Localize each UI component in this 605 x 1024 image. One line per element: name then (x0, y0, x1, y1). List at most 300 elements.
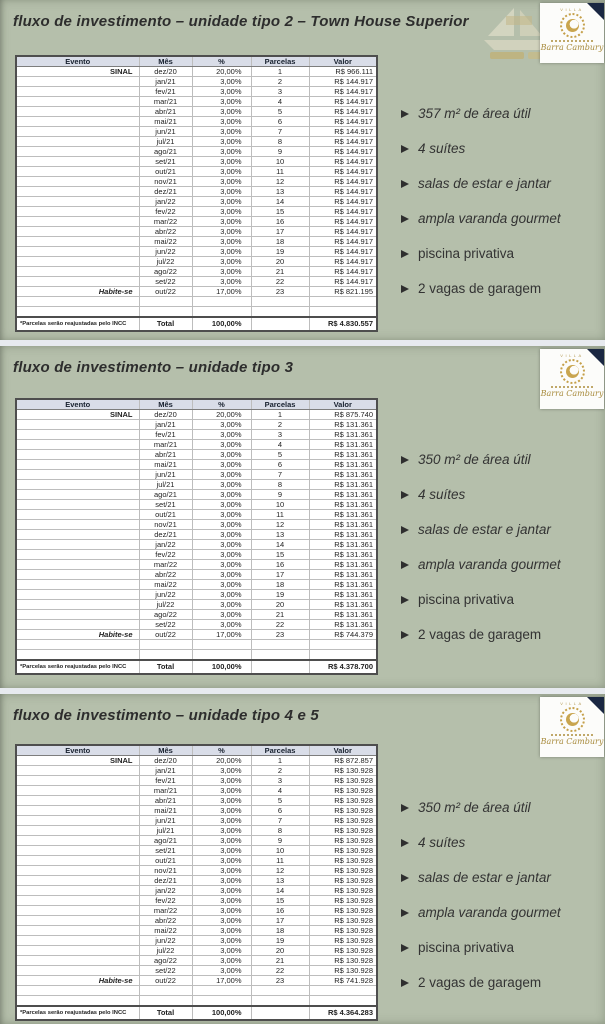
cell-evento (16, 440, 139, 450)
cell-mes: jun/21 (139, 816, 192, 826)
cell-evento (16, 896, 139, 906)
cell-mes: ago/22 (139, 267, 192, 277)
cell-percent: 3,00% (192, 430, 251, 440)
cell-mes: abr/22 (139, 570, 192, 580)
table-row (16, 630, 377, 640)
table-row (16, 177, 377, 187)
cell-parcelas: 15 (251, 896, 309, 906)
cell-evento: SINAL (16, 67, 139, 77)
cell-parcelas: 23 (251, 287, 309, 297)
cell-mes: jul/22 (139, 946, 192, 956)
cell-parcelas: 11 (251, 510, 309, 520)
bullet-arrow-icon (401, 250, 409, 258)
cell-mes: set/21 (139, 157, 192, 167)
cell-mes: out/22 (139, 976, 192, 986)
table-row (16, 97, 377, 107)
cell-parcelas: 22 (251, 277, 309, 287)
cell-valor: R$ 130.928 (309, 866, 377, 876)
cell-parcelas: 11 (251, 856, 309, 866)
cell-valor: R$ 131.361 (309, 530, 377, 540)
cell-mes: fev/22 (139, 550, 192, 560)
table-row (16, 460, 377, 470)
slide-title: fluxo de investimento – unidade tipo 4 e 5 (13, 707, 319, 724)
col-header-valor: Valor (309, 745, 377, 756)
cell-evento (16, 420, 139, 430)
feature-item (401, 487, 601, 502)
cell-evento (16, 267, 139, 277)
table-row (16, 906, 377, 916)
cell-parcelas: 9 (251, 836, 309, 846)
cell-valor: R$ 130.928 (309, 876, 377, 886)
cell-mes: mai/21 (139, 460, 192, 470)
cell-valor: R$ 875.740 (309, 410, 377, 420)
cell-parcelas: 15 (251, 550, 309, 560)
cell-mes: mar/22 (139, 217, 192, 227)
cell-valor: R$ 130.928 (309, 966, 377, 976)
cell-percent: 3,00% (192, 826, 251, 836)
cell-valor: R$ 131.361 (309, 540, 377, 550)
cell-evento (16, 177, 139, 187)
table-row (16, 876, 377, 886)
cell-parcelas: 20 (251, 946, 309, 956)
cell-percent: 3,00% (192, 127, 251, 137)
feature-text: piscina privativa (418, 246, 515, 261)
cell-evento (16, 480, 139, 490)
cell-percent: 3,00% (192, 520, 251, 530)
cell-valor: R$ 130.928 (309, 856, 377, 866)
cell-percent: 3,00% (192, 846, 251, 856)
table-row (16, 570, 377, 580)
cell-parcelas: 13 (251, 187, 309, 197)
col-header-valor: Valor (309, 399, 377, 410)
cell-valor: R$ 130.928 (309, 796, 377, 806)
cell-percent: 3,00% (192, 217, 251, 227)
cell-evento (16, 806, 139, 816)
feature-item (401, 557, 601, 572)
cell-evento (16, 217, 139, 227)
slide-unidade-tipo-4-e-5 (0, 694, 605, 1024)
cell-parcelas: 10 (251, 500, 309, 510)
cell-mes: abr/22 (139, 227, 192, 237)
cell-percent: 3,00% (192, 836, 251, 846)
table-row (16, 756, 377, 766)
cell-mes: set/22 (139, 277, 192, 287)
table-row (16, 976, 377, 986)
cell-evento (16, 127, 139, 137)
cell-evento (16, 430, 139, 440)
cell-evento (16, 157, 139, 167)
cell-percent: 17,00% (192, 630, 251, 640)
cell-percent: 3,00% (192, 137, 251, 147)
bullet-arrow-icon (401, 145, 409, 153)
cell-valor: R$ 131.361 (309, 430, 377, 440)
bullet-arrow-icon (401, 285, 409, 293)
cell-valor: R$ 131.361 (309, 420, 377, 430)
cell-valor: R$ 872.857 (309, 756, 377, 766)
cell-parcelas: 20 (251, 600, 309, 610)
cell-evento (16, 520, 139, 530)
cell-percent: 3,00% (192, 956, 251, 966)
cell-percent: 3,00% (192, 480, 251, 490)
cell-evento (16, 500, 139, 510)
cell-evento (16, 470, 139, 480)
table-row (16, 620, 377, 630)
feature-text: 357 m² de área útil (418, 106, 531, 121)
cell-mes: dez/20 (139, 756, 192, 766)
table-row (16, 107, 377, 117)
cell-parcelas: 19 (251, 590, 309, 600)
cell-valor: R$ 144.917 (309, 237, 377, 247)
feature-text: ampla varanda gourmet (418, 211, 561, 226)
cell-mes: out/22 (139, 287, 192, 297)
slide-unidade-tipo-3 (0, 346, 605, 688)
cell-valor: R$ 144.917 (309, 167, 377, 177)
cell-valor: R$ 144.917 (309, 107, 377, 117)
table-row (16, 117, 377, 127)
cell-valor: R$ 821.195 (309, 287, 377, 297)
cell-percent: 3,00% (192, 107, 251, 117)
table-row (16, 67, 377, 77)
cell-percent: 3,00% (192, 560, 251, 570)
cell-valor: R$ 144.917 (309, 197, 377, 207)
total-label: Total (139, 660, 192, 674)
cell-parcelas: 8 (251, 137, 309, 147)
col-header-valor: Valor (309, 56, 377, 67)
cell-valor: R$ 130.928 (309, 926, 377, 936)
cell-percent: 3,00% (192, 620, 251, 630)
cell-evento (16, 776, 139, 786)
cell-mes: ago/21 (139, 836, 192, 846)
col-header-parcelas: Parcelas (251, 56, 309, 67)
cell-evento (16, 490, 139, 500)
table-row (16, 896, 377, 906)
cell-percent: 3,00% (192, 167, 251, 177)
cell-parcelas: 3 (251, 87, 309, 97)
sunburst-emblem-icon (560, 359, 585, 384)
cell-percent: 3,00% (192, 610, 251, 620)
table-row (16, 510, 377, 520)
total-percent: 100,00% (192, 317, 251, 331)
cell-valor: R$ 144.917 (309, 277, 377, 287)
table-row (16, 866, 377, 876)
cell-evento: SINAL (16, 756, 139, 766)
feature-item (401, 592, 601, 607)
cell-mes: nov/21 (139, 520, 192, 530)
table-header-row (16, 56, 377, 67)
cell-evento (16, 836, 139, 846)
cell-mes: mar/21 (139, 786, 192, 796)
cell-valor: R$ 130.928 (309, 946, 377, 956)
cell-evento (16, 167, 139, 177)
cell-percent: 3,00% (192, 570, 251, 580)
logo-top-word: VILLA (560, 353, 584, 358)
cell-mes: abr/22 (139, 916, 192, 926)
brand-logo (540, 3, 604, 63)
cell-mes: fev/22 (139, 207, 192, 217)
cell-parcelas: 4 (251, 97, 309, 107)
cell-mes: dez/21 (139, 876, 192, 886)
cell-percent: 3,00% (192, 460, 251, 470)
col-header-evento: Evento (16, 56, 139, 67)
table-row (16, 420, 377, 430)
cell-evento (16, 796, 139, 806)
cell-percent: 3,00% (192, 876, 251, 886)
cell-parcelas: 9 (251, 147, 309, 157)
cell-percent: 3,00% (192, 500, 251, 510)
cell-percent: 3,00% (192, 117, 251, 127)
cell-evento (16, 876, 139, 886)
cell-mes: out/21 (139, 167, 192, 177)
cell-mes: dez/20 (139, 410, 192, 420)
cell-evento (16, 966, 139, 976)
cell-evento (16, 87, 139, 97)
cell-parcelas: 19 (251, 247, 309, 257)
cell-evento (16, 560, 139, 570)
cell-parcelas: 6 (251, 117, 309, 127)
cell-evento (16, 187, 139, 197)
cell-percent: 3,00% (192, 936, 251, 946)
total-label: Total (139, 1006, 192, 1020)
cell-valor: R$ 144.917 (309, 267, 377, 277)
table-row (16, 77, 377, 87)
logo-brand-name: Barra Cambury (540, 389, 604, 398)
investment-flow-table (15, 55, 378, 332)
cell-percent: 3,00% (192, 510, 251, 520)
cell-valor: R$ 131.361 (309, 500, 377, 510)
feature-text: ampla varanda gourmet (418, 557, 561, 572)
cell-parcelas: 17 (251, 227, 309, 237)
feature-item (401, 905, 601, 920)
incc-footnote: *Parcelas serão reajustadas pelo INCC (16, 660, 139, 674)
cell-mes: dez/21 (139, 187, 192, 197)
table-row (16, 430, 377, 440)
cell-valor: R$ 130.928 (309, 806, 377, 816)
cell-parcelas: 3 (251, 776, 309, 786)
cell-evento (16, 550, 139, 560)
cell-parcelas: 16 (251, 217, 309, 227)
col-header-percent: % (192, 399, 251, 410)
feature-text: 350 m² de área útil (418, 800, 531, 815)
cell-evento (16, 580, 139, 590)
cell-mes: ago/22 (139, 956, 192, 966)
cell-percent: 3,00% (192, 77, 251, 87)
cell-percent: 3,00% (192, 227, 251, 237)
feature-item (401, 452, 601, 467)
cell-parcelas: 1 (251, 67, 309, 77)
cell-parcelas: 17 (251, 916, 309, 926)
cell-mes: jul/21 (139, 137, 192, 147)
bullet-arrow-icon (401, 561, 409, 569)
table-row (16, 410, 377, 420)
cell-parcelas: 8 (251, 480, 309, 490)
table-row (16, 786, 377, 796)
col-header-evento: Evento (16, 399, 139, 410)
feature-list (401, 452, 601, 642)
cell-evento (16, 237, 139, 247)
cell-parcelas: 18 (251, 580, 309, 590)
logo-divider (551, 734, 593, 736)
cell-parcelas: 14 (251, 540, 309, 550)
cell-percent: 3,00% (192, 550, 251, 560)
cell-evento: SINAL (16, 410, 139, 420)
cell-mes: set/22 (139, 966, 192, 976)
cell-valor: R$ 131.361 (309, 570, 377, 580)
cell-evento (16, 510, 139, 520)
feature-item (401, 870, 601, 885)
total-row (16, 1006, 377, 1020)
cell-parcelas: 21 (251, 267, 309, 277)
cell-valor: R$ 966.111 (309, 67, 377, 77)
cell-valor: R$ 130.928 (309, 776, 377, 786)
cell-mes: fev/22 (139, 896, 192, 906)
cell-evento (16, 257, 139, 267)
cell-evento (16, 926, 139, 936)
cell-evento (16, 77, 139, 87)
table-row (16, 257, 377, 267)
cell-percent: 3,00% (192, 776, 251, 786)
cell-mes: ago/22 (139, 610, 192, 620)
cell-valor: R$ 144.917 (309, 187, 377, 197)
bullet-arrow-icon (401, 944, 409, 952)
cell-valor: R$ 744.379 (309, 630, 377, 640)
bullet-arrow-icon (401, 180, 409, 188)
table-row (16, 766, 377, 776)
cell-parcelas: 7 (251, 816, 309, 826)
table-row (16, 776, 377, 786)
table-row (16, 490, 377, 500)
feature-list (401, 106, 601, 296)
cell-mes: fev/21 (139, 776, 192, 786)
feature-item (401, 281, 601, 296)
logo-top-word: VILLA (560, 7, 584, 12)
bullet-arrow-icon (401, 874, 409, 882)
cell-valor: R$ 130.928 (309, 836, 377, 846)
cell-parcelas: 10 (251, 846, 309, 856)
table-row (16, 806, 377, 816)
bullet-arrow-icon (401, 526, 409, 534)
cell-percent: 3,00% (192, 277, 251, 287)
table-row (16, 197, 377, 207)
table-row (16, 600, 377, 610)
table-row (16, 167, 377, 177)
cell-mes: jul/21 (139, 480, 192, 490)
table-row (16, 966, 377, 976)
bullet-arrow-icon (401, 596, 409, 604)
table-row (16, 530, 377, 540)
cell-parcelas: 18 (251, 926, 309, 936)
table-row (16, 147, 377, 157)
spacer-row (16, 307, 377, 317)
cell-parcelas: 1 (251, 756, 309, 766)
feature-text: piscina privativa (418, 592, 515, 607)
table-row (16, 610, 377, 620)
cell-valor: R$ 131.361 (309, 490, 377, 500)
cell-evento (16, 766, 139, 776)
cell-valor: R$ 131.361 (309, 480, 377, 490)
cell-parcelas: 2 (251, 766, 309, 776)
cell-percent: 3,00% (192, 247, 251, 257)
cell-parcelas: 16 (251, 560, 309, 570)
feature-item (401, 522, 601, 537)
cell-mes: jan/21 (139, 420, 192, 430)
cell-percent: 3,00% (192, 886, 251, 896)
col-header-parcelas: Parcelas (251, 745, 309, 756)
cell-percent: 3,00% (192, 530, 251, 540)
cell-percent: 17,00% (192, 976, 251, 986)
cell-percent: 3,00% (192, 816, 251, 826)
feature-item (401, 246, 601, 261)
cell-parcelas: 23 (251, 630, 309, 640)
cell-mes: out/21 (139, 856, 192, 866)
cell-evento (16, 117, 139, 127)
cell-percent: 3,00% (192, 177, 251, 187)
col-header-evento: Evento (16, 745, 139, 756)
table-row (16, 926, 377, 936)
cell-evento: Habite-se (16, 976, 139, 986)
table-row (16, 580, 377, 590)
logo-corner-triangle (587, 697, 604, 714)
cell-parcelas: 5 (251, 796, 309, 806)
table-row (16, 127, 377, 137)
cell-mes: jan/22 (139, 197, 192, 207)
cell-percent: 3,00% (192, 257, 251, 267)
cell-valor: R$ 131.361 (309, 600, 377, 610)
cell-parcelas: 22 (251, 966, 309, 976)
cell-evento (16, 826, 139, 836)
crescent-icon (566, 365, 579, 378)
brand-logo (540, 697, 604, 757)
cell-mes: jun/21 (139, 470, 192, 480)
cell-percent: 3,00% (192, 590, 251, 600)
feature-text: 350 m² de área útil (418, 452, 531, 467)
cell-valor: R$ 130.928 (309, 906, 377, 916)
table-row (16, 916, 377, 926)
cell-mes: jun/22 (139, 247, 192, 257)
total-percent: 100,00% (192, 660, 251, 674)
feature-text: salas de estar e jantar (418, 176, 551, 191)
cell-evento: Habite-se (16, 630, 139, 640)
total-row (16, 660, 377, 674)
cell-mes: dez/20 (139, 67, 192, 77)
cell-valor: R$ 131.361 (309, 620, 377, 630)
table-row (16, 550, 377, 560)
cell-parcelas: 5 (251, 107, 309, 117)
slide-unidade-tipo-2 (0, 0, 605, 340)
cell-mes: mai/21 (139, 117, 192, 127)
feature-text: ampla varanda gourmet (418, 905, 561, 920)
cell-percent: 3,00% (192, 267, 251, 277)
feature-item (401, 141, 601, 156)
cell-parcelas: 1 (251, 410, 309, 420)
cell-evento (16, 946, 139, 956)
spacer-row (16, 297, 377, 307)
feature-item (401, 106, 601, 121)
cell-parcelas: 19 (251, 936, 309, 946)
cell-evento (16, 590, 139, 600)
feature-item (401, 211, 601, 226)
cell-evento (16, 906, 139, 916)
cell-parcelas: 16 (251, 906, 309, 916)
cell-valor: R$ 130.928 (309, 786, 377, 796)
cell-evento (16, 936, 139, 946)
cell-valor: R$ 144.917 (309, 87, 377, 97)
cell-parcelas: 7 (251, 127, 309, 137)
cell-parcelas: 8 (251, 826, 309, 836)
cell-valor: R$ 131.361 (309, 610, 377, 620)
cell-parcelas: 21 (251, 956, 309, 966)
cell-mes: abr/21 (139, 450, 192, 460)
cell-valor: R$ 130.928 (309, 936, 377, 946)
